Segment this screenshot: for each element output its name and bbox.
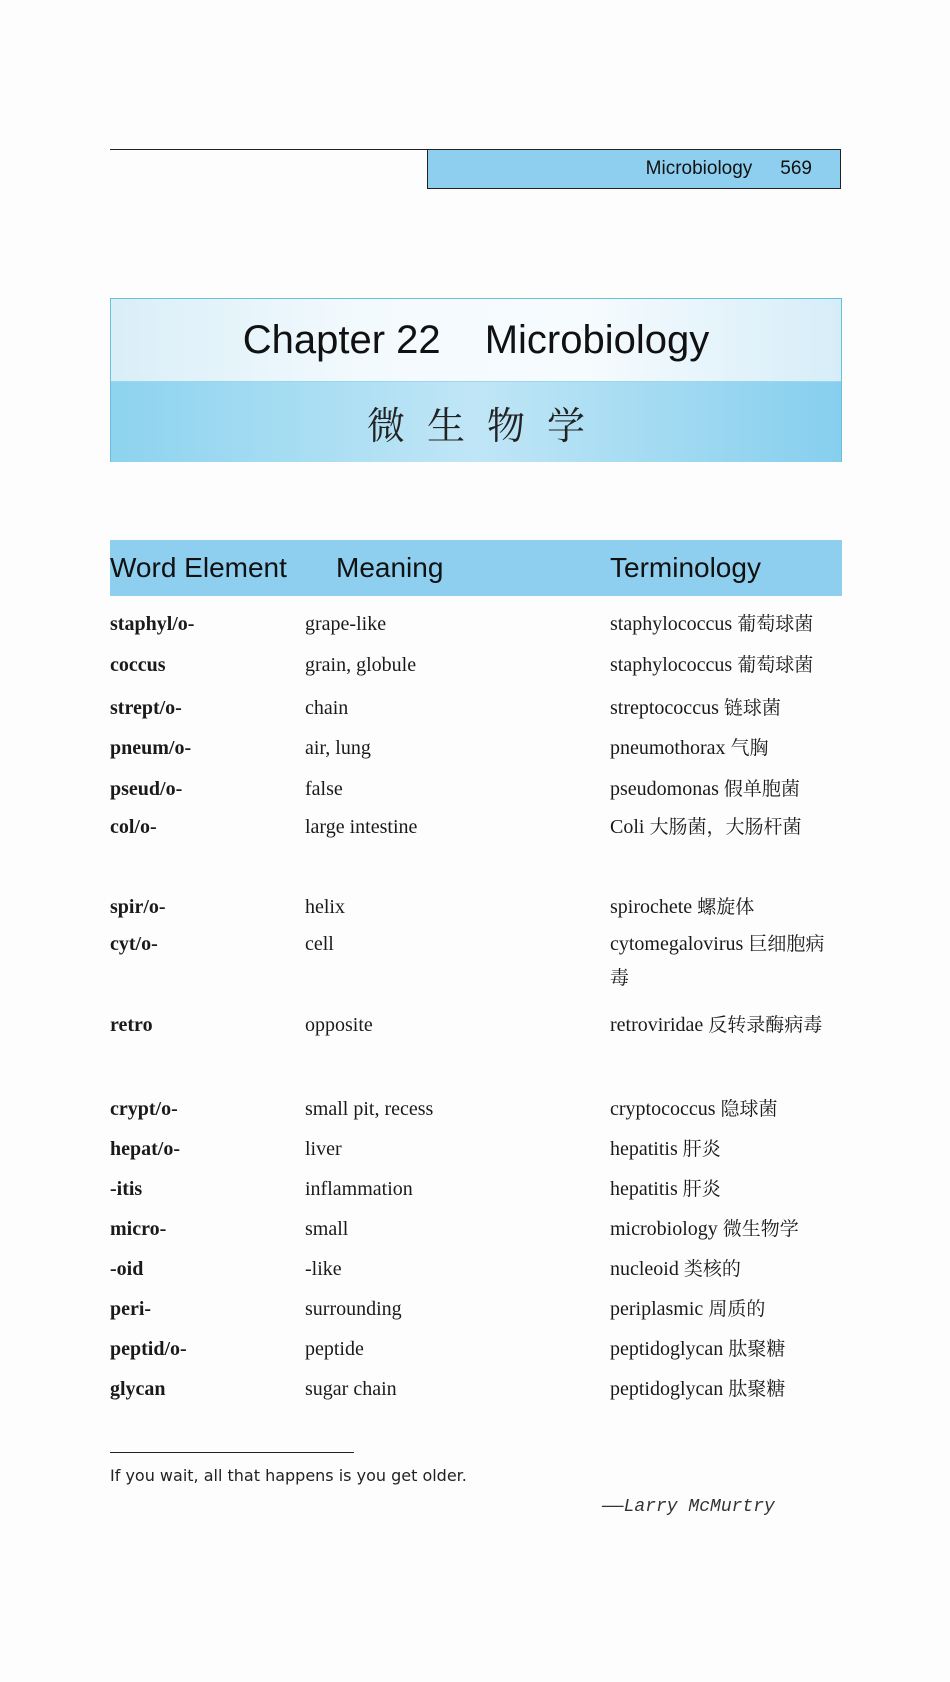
meaning: -like — [305, 1258, 342, 1280]
running-header — [427, 149, 841, 189]
term-english: microbiology — [610, 1218, 718, 1240]
term-chinese: 螺旋体 — [697, 896, 755, 918]
term-english: pneumothorax — [610, 737, 726, 759]
term-english: staphylococcus — [610, 613, 733, 635]
term-chinese: 假单胞菌 — [723, 778, 800, 800]
word-element: cyt/o- — [110, 933, 158, 955]
terminology — [610, 810, 842, 844]
terminology — [610, 731, 842, 765]
terminology — [610, 1212, 842, 1246]
term-chinese: 肝炎 — [682, 1138, 721, 1160]
meaning: surrounding — [305, 1298, 402, 1320]
meaning: cell — [305, 933, 334, 955]
terminology — [610, 1292, 842, 1326]
word-element: col/o- — [110, 816, 157, 838]
meaning: inflammation — [305, 1178, 413, 1200]
terminology — [610, 927, 842, 995]
term-chinese: 葡萄球菌 — [737, 654, 814, 676]
term-chinese: 肽聚糖 — [728, 1338, 786, 1360]
term-english: pseudomonas — [610, 778, 719, 800]
meaning: false — [305, 778, 343, 800]
word-element: spir/o- — [110, 896, 166, 918]
meaning: liver — [305, 1138, 342, 1160]
terminology — [610, 772, 842, 806]
header-terminology: Terminology — [610, 552, 761, 583]
word-element: -oid — [110, 1258, 144, 1280]
term-chinese: 微生物学 — [722, 1218, 799, 1240]
term-chinese: 大肠菌，大肠杆菌 — [649, 816, 802, 838]
word-element: crypt/o- — [110, 1098, 178, 1120]
term-english: peptidoglycan — [610, 1338, 724, 1360]
meaning: large intestine — [305, 816, 418, 838]
word-element: pseud/o- — [110, 778, 183, 800]
term-chinese: 链球菌 — [723, 697, 781, 719]
word-element: staphyl/o- — [110, 613, 195, 635]
term-english: hepatitis — [610, 1178, 678, 1200]
term-english: peptidoglycan — [610, 1378, 724, 1400]
term-chinese: 隐球菌 — [720, 1098, 778, 1120]
term-chinese: 周质的 — [708, 1298, 766, 1320]
header-meaning: Meaning — [336, 552, 444, 583]
term-english: spirochete — [610, 896, 693, 918]
term-english: Coli — [610, 816, 645, 838]
terminology — [610, 607, 842, 641]
word-element: strept/o- — [110, 697, 182, 719]
header-rule — [110, 149, 427, 150]
chapter-title-en — [111, 299, 841, 382]
term-english: cytomegalovirus — [610, 933, 744, 955]
word-element: retro — [110, 1014, 153, 1036]
terminology — [610, 1008, 842, 1042]
terminology — [610, 1172, 842, 1206]
terminology — [610, 1252, 842, 1286]
meaning: grain, globule — [305, 654, 417, 676]
term-chinese: 巨细胞病毒 — [610, 933, 825, 989]
chapter-label: Chapter 22 — [242, 317, 441, 362]
word-element: micro- — [110, 1218, 167, 1240]
term-english: cryptococcus — [610, 1098, 716, 1120]
word-element: coccus — [110, 654, 166, 676]
chapter-banner — [110, 298, 842, 462]
meaning: air, lung — [305, 737, 371, 759]
terminology — [610, 691, 842, 725]
meaning: small — [305, 1218, 349, 1240]
term-chinese: 类核的 — [683, 1258, 741, 1280]
chapter-title: Microbiology — [484, 317, 710, 362]
footnote-rule — [110, 1452, 354, 1453]
term-chinese: 反转录酶病毒 — [708, 1014, 823, 1036]
terminology — [610, 1332, 842, 1366]
word-element: peptid/o- — [110, 1338, 187, 1360]
chapter-title-cn: 微生物学 — [111, 382, 841, 462]
meaning: grape-like — [305, 613, 387, 635]
meaning: opposite — [305, 1014, 373, 1036]
epigraph-author: ——Larry McMurtry — [602, 1497, 775, 1517]
word-element: glycan — [110, 1378, 166, 1400]
term-chinese: 肝炎 — [682, 1178, 721, 1200]
term-chinese: 肽聚糖 — [728, 1378, 786, 1400]
meaning: chain — [305, 697, 349, 719]
term-chinese: 葡萄球菌 — [737, 613, 814, 635]
terminology — [610, 1092, 842, 1126]
term-english: hepatitis — [610, 1138, 678, 1160]
table-header — [110, 540, 842, 596]
page-number: 569 — [780, 158, 812, 179]
term-english: nucleoid — [610, 1258, 679, 1280]
term-english: staphylococcus — [610, 654, 733, 676]
word-element: hepat/o- — [110, 1138, 180, 1160]
terminology — [610, 1372, 842, 1406]
terminology — [610, 1132, 842, 1166]
word-element: peri- — [110, 1298, 152, 1320]
term-english: streptococcus — [610, 697, 719, 719]
term-english: periplasmic — [610, 1298, 704, 1320]
term-english: retroviridae — [610, 1014, 704, 1036]
running-header-section: Microbiology — [645, 158, 753, 179]
terminology — [610, 648, 842, 682]
header-word-element: Word Element — [110, 552, 287, 583]
meaning: peptide — [305, 1338, 364, 1360]
word-element: pneum/o- — [110, 737, 192, 759]
epigraph-quote: If you wait, all that happens is you get older. — [110, 1466, 467, 1485]
term-chinese: 气胸 — [730, 737, 769, 759]
meaning: small pit, recess — [305, 1098, 434, 1120]
word-element: -itis — [110, 1178, 143, 1200]
meaning: helix — [305, 896, 345, 918]
terminology — [610, 890, 842, 924]
meaning: sugar chain — [305, 1378, 397, 1400]
